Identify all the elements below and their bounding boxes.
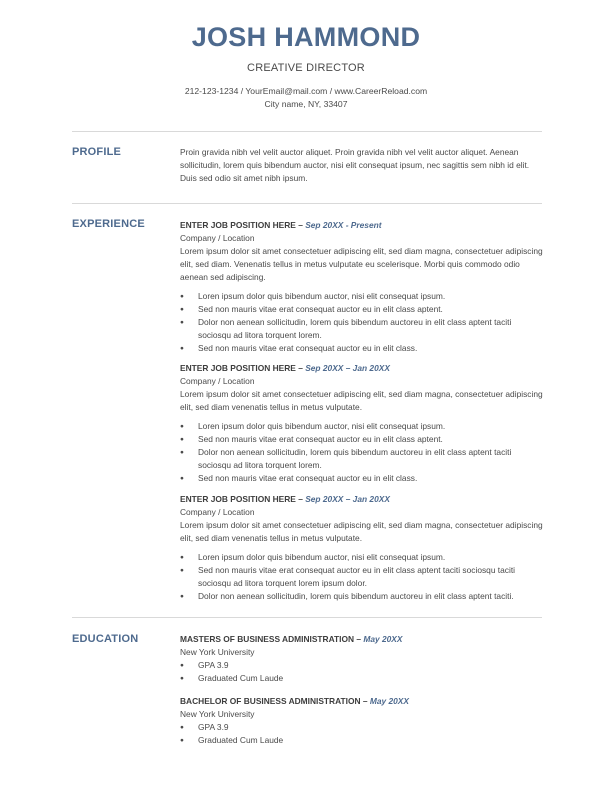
list-item: ● Sed non mauris vitae erat consequat auctor eu in elit class aptent. bbox=[180, 433, 545, 446]
experience-heading: EXPERIENCE bbox=[72, 218, 145, 230]
degree-name: BACHELOR OF BUSINESS ADMINISTRATION bbox=[180, 696, 361, 706]
list-item: ● Dolor non aenean sollicitudin, lorem quis bibendum auctoreu in elit class aptent taciti sociosqu ad litora torquent lorem. bbox=[180, 316, 545, 342]
list-item: ● Sed non mauris vitae erat consequat auctor eu in elit class. bbox=[180, 342, 545, 355]
list-item: ● Dolor non aenean sollicitudin, lorem quis bibendum auctoreu in elit class aptent taciti sociosqu ad litora torquent lorem. bbox=[180, 446, 545, 472]
candidate-name: JOSH HAMMOND bbox=[191, 22, 421, 52]
list-item: ● GPA 3.9 bbox=[180, 659, 545, 672]
degree-date: May 20XX bbox=[363, 634, 403, 644]
job-description: Lorem ipsum dolor sit amet consectetuer adipiscing elit, sed diam magna, consectetuer adipiscing elit, sed diam. Venenatis tellus in metus vulputate eu scelerisque. Morbi quis commodo odio aenean sed adipiscing. bbox=[180, 246, 543, 282]
company-location: Company / Location bbox=[180, 233, 255, 243]
degree-bullets bbox=[180, 659, 545, 685]
divider bbox=[72, 203, 542, 204]
list-item: ● Sed non mauris vitae erat consequat auctor eu in elit class aptent. bbox=[180, 303, 545, 316]
job-title: CREATIVE DIRECTOR bbox=[247, 62, 365, 74]
job-position: ENTER JOB POSITION HERE bbox=[180, 220, 296, 230]
separator: – bbox=[354, 634, 364, 644]
education-entry bbox=[180, 695, 545, 747]
address-line: City name, NY, 33407 bbox=[264, 99, 348, 109]
degree-header bbox=[180, 633, 545, 646]
education-heading: EDUCATION bbox=[72, 633, 139, 645]
profile-heading: PROFILE bbox=[72, 146, 122, 158]
list-item: ● Graduated Cum Laude bbox=[180, 672, 545, 685]
degree-name: MASTERS OF BUSINESS ADMINISTRATION bbox=[180, 634, 355, 644]
list-item: ● Sed non mauris vitae erat consequat auctor eu in elit class. bbox=[180, 472, 545, 485]
separator: – bbox=[295, 363, 306, 373]
list-item: ● Loren ipsum dolor quis bibendum auctor, nisi elit consequat ipsum. bbox=[180, 551, 545, 564]
separator: – bbox=[295, 220, 306, 230]
job-entry bbox=[180, 219, 545, 355]
list-item: ● Graduated Cum Laude bbox=[180, 734, 545, 747]
list-item: ● Sed non mauris vitae erat consequat auctor eu in elit class aptent taciti sociosqu taciti sociosqu ad litora torquent lorem ipsum dolor. bbox=[180, 564, 545, 590]
job-header bbox=[180, 362, 545, 375]
degree-header bbox=[180, 695, 545, 708]
job-entry bbox=[180, 362, 545, 485]
list-item: ● Loren ipsum dolor quis bibendum auctor, nisi elit consequat ipsum. bbox=[180, 420, 545, 433]
job-dates: Sep 20XX - Present bbox=[305, 220, 382, 230]
job-header bbox=[180, 493, 545, 506]
job-bullets bbox=[180, 420, 545, 485]
job-header bbox=[180, 219, 545, 232]
divider bbox=[72, 131, 542, 132]
job-bullets bbox=[180, 290, 545, 355]
contact-line: 212-123-1234 / YourEmail@mail.com / www.CareerReload.com bbox=[184, 86, 428, 96]
education-entry bbox=[180, 633, 545, 685]
profile-text: Proin gravida nibh vel velit auctor aliquet. Proin gravida nibh vel velit auctor aliquet. Aenean sollicitudin, lorem quis bibendum auctor, nisi elit consequat ipsum, nec sagittis sem nibh id elit. Duis sed odio sit amet nibh ipsum. bbox=[180, 147, 530, 183]
job-position: ENTER JOB POSITION HERE bbox=[180, 494, 296, 504]
job-description: Lorem ipsum dolor sit amet consectetuer adipiscing elit, sed diam magna, consectetuer adipiscing elit, sed diam venenatis tellus in metus vulputate. bbox=[180, 520, 543, 543]
list-item: ● GPA 3.9 bbox=[180, 721, 545, 734]
job-dates: Sep 20XX – Jan 20XX bbox=[305, 363, 390, 373]
job-description: Lorem ipsum dolor sit amet consectetuer adipiscing elit, sed diam magna, consectetuer adipiscing elit, sed diam venenatis tellus in metus vulputate. bbox=[180, 389, 543, 412]
job-bullets bbox=[180, 551, 545, 603]
separator: – bbox=[295, 494, 306, 504]
job-position: ENTER JOB POSITION HERE bbox=[180, 363, 296, 373]
job-entry bbox=[180, 493, 545, 603]
school-name: New York University bbox=[180, 709, 255, 719]
school-name: New York University bbox=[180, 647, 255, 657]
divider bbox=[72, 617, 542, 618]
company-location: Company / Location bbox=[180, 376, 255, 386]
degree-bullets bbox=[180, 721, 545, 747]
degree-date: May 20XX bbox=[369, 696, 409, 706]
list-item: ● Dolor non aenean sollicitudin, lorem quis bibendum auctoreu in elit class aptent taciti. bbox=[180, 590, 545, 603]
job-dates: Sep 20XX – Jan 20XX bbox=[305, 494, 390, 504]
separator: – bbox=[360, 696, 370, 706]
company-location: Company / Location bbox=[180, 507, 255, 517]
list-item: ● Loren ipsum dolor quis bibendum auctor, nisi elit consequat ipsum. bbox=[180, 290, 545, 303]
